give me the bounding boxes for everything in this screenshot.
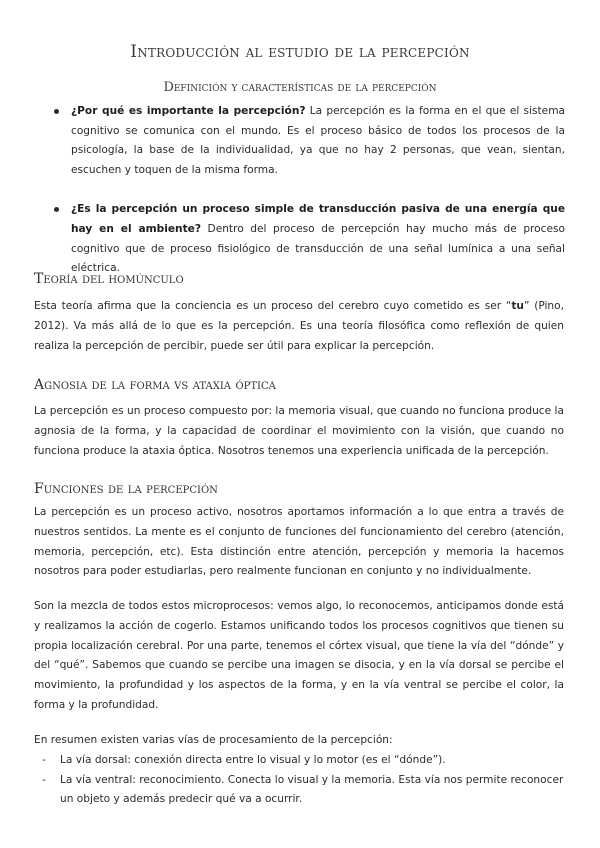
homunculo-text-after: ” (Pino, 2012). Va más allá de lo que es la percepción. Es una teoría filosófica como reflexión de quien realiza la percepción de percibir, puede ser útil para explicar la percepción. <box>34 300 564 352</box>
list-item <box>51 102 565 180</box>
list-item <box>38 771 564 810</box>
document-subtitle: Definición y características de la percepción <box>163 80 437 95</box>
heading-agnosia: Agnosia de la forma vs ataxia óptica <box>34 377 276 393</box>
list-item <box>51 200 565 278</box>
bullet-question: ¿Por qué es importante la percepción? <box>71 105 306 117</box>
agnosia-paragraph: La percepción es un proceso compuesto por: la memoria visual, que cuando no funciona produce la agnosia de la forma, y la capacidad de coordinar el movimiento con la visión, que cuando no funciona produce la ataxia óptica. Nosotros tenemos una experiencia unificada de la percepción. <box>34 405 564 457</box>
intro-bullet-list <box>51 102 565 279</box>
funciones-paragraph-3: En resumen existen varias vías de procesamiento de la percepción: <box>34 734 393 746</box>
vias-list <box>38 751 564 810</box>
bullet-text: Dentro del proceso de percepción hay mucho más de proceso cognitivo que de proceso fisiológico de transducción de una señal lumínica a una señal eléctrica. <box>71 222 565 275</box>
list-item-text: La vía dorsal: conexión directa entre lo visual y lo motor (es el “dónde”). <box>60 754 446 766</box>
funciones-paragraph-1: La percepción es un proceso activo, nosotros aportamos información a lo que entra a través de nuestros sentidos. La mente es el conjunto de funciones del funcionamiento del cerebro (atención, memoria, percepción, etc). Esta distinción entre atención, percepción y memoria la hacemos nosotros para poder estudiarlas, pero realmente funcionan en conjunto y no individualmente. <box>34 506 564 578</box>
bullet-text: La percepción es la forma en el que el sistema cognitivo se comunica con el mundo. Es el proceso básico de todos los procesos de la psicología, la base de la individualidad, ya que no hay 2 personas, que vean, sientan, escuchen y toquen de la misma forma. <box>71 105 566 176</box>
document-title: Introducción al estudio de la percepción <box>130 42 470 62</box>
bullet-question: ¿Es la percepción un proceso simple de transducción pasiva de una energía que hay en el ambiente? <box>71 203 565 235</box>
homunculo-text-before: Esta teoría afirma que la conciencia es un proceso del cerebro cuyo cometido es ser “ <box>34 300 512 312</box>
dash-marker: - <box>42 773 46 786</box>
homunculo-paragraph <box>34 297 564 356</box>
homunculo-bold: tu <box>511 300 524 312</box>
dash-marker: - <box>42 754 46 766</box>
heading-funciones: Funciones de la percepción <box>34 481 218 497</box>
heading-homunculo: Teoría del homúnculo <box>34 271 184 287</box>
list-item <box>38 751 564 771</box>
funciones-paragraph-2: Son la mezcla de todos estos microprocesos: vemos algo, lo reconocemos, anticipamos donde está y realizamos la acción de cogerlo. Estamos unificando todos los procesos cognitivos que tienen su propia localización cerebral. Por una parte, tenemos el córtex visual, que tiene la vía del “dónde” y del “qué”. Sabemos que cuando se percibe una imagen se disocia, y en la vía dorsal se percibe el movimiento, la profundidad y los aspectos de la forma, y en la vía ventral se percibe el color, la forma y la profundidad. <box>34 600 564 711</box>
list-item-text: La vía ventral: reconocimiento. Conecta lo visual y la memoria. Esta vía nos permite reconocer un objeto y además predecir qué va a ocurrir. <box>60 773 564 806</box>
